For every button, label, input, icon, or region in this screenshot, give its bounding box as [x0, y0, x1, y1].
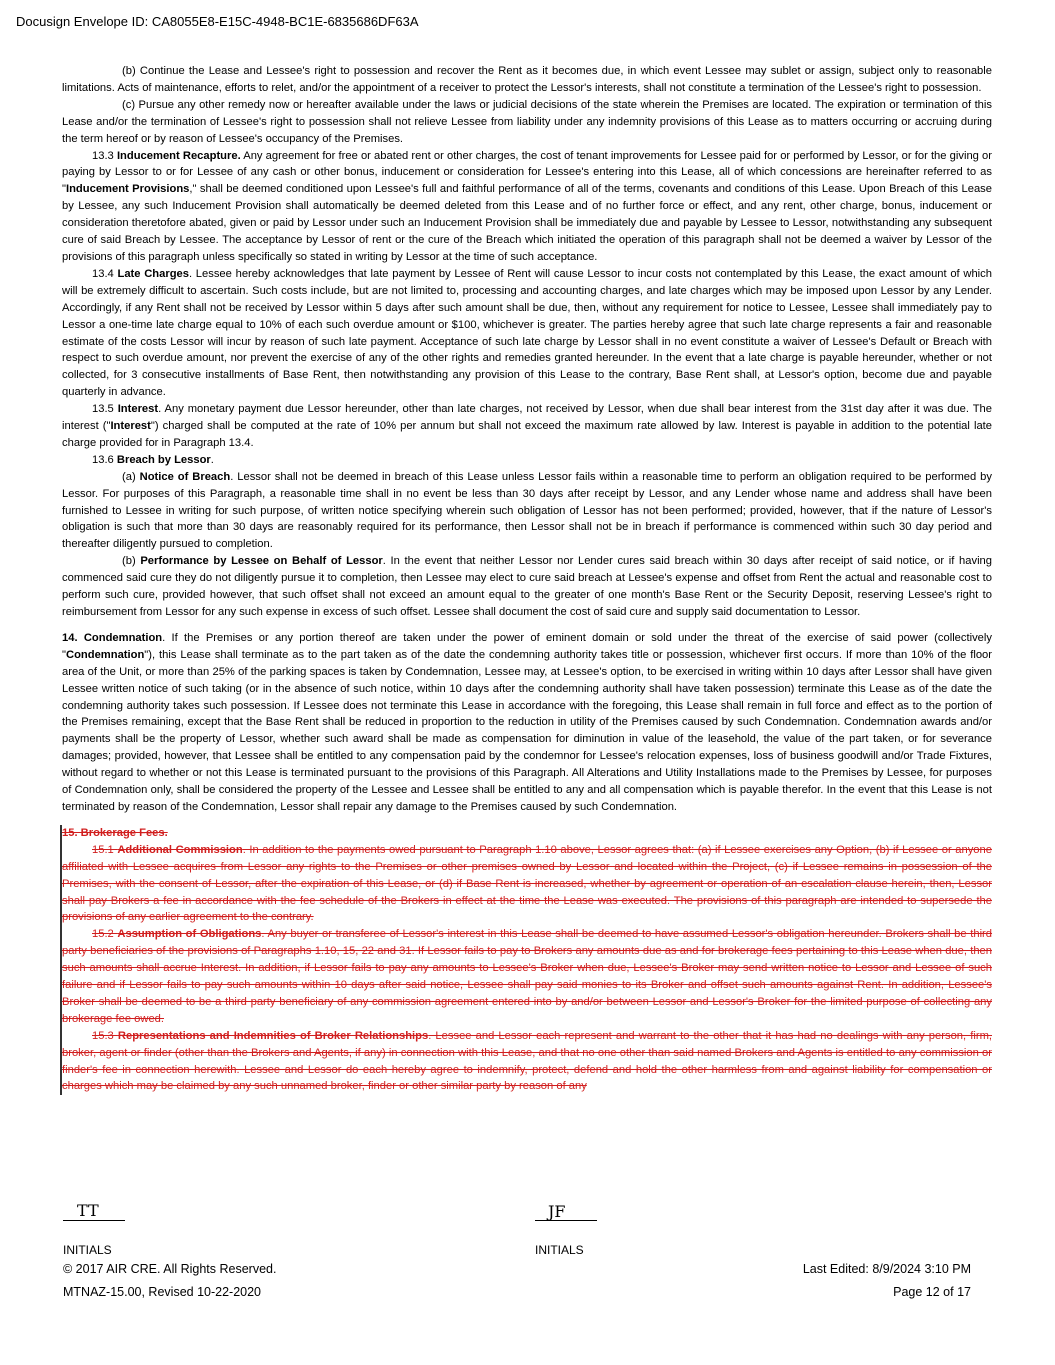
paragraph-15-2: 15.2 Assumption of Obligations. Any buyer or transferee of Lessor's interest in this Lease shall be deemed to have assumed Lessor's obligation hereunder. Brokers shall be third party beneficiaries of the provisions of Paragraphs 1.10, 15, 22 and 31. If Lessor fails to pay to Brokers any amounts due as and for brokerage fees pertaining to this Lease when due, then such amounts shall accrue Interest. In addition, if Lessor fails to pay any amounts to Lessee's Broker when due, Lessee's Broker may send written notice to Lessor and Lessee of such failure and if Lessor fails to pay such amounts within 10 days after said notice, Lessee shall pay said monies to its Broker and offset such amounts against Rent. In addition, Lessee's Broker shall be deemed to be a third party beneficiary of any commission agreement entered into by and/or between Lessor and Lessor's Broker for the limited purpose of collecting any brokerage fee owed. — [62, 928, 993, 1025]
heading-breach-by-lessor: Breach by Lessor — [116, 453, 211, 466]
heading-condemnation: Condemnation — [83, 631, 163, 644]
initials-label-left: INITIALS — [63, 1243, 112, 1257]
paragraph-13-4: 13.4 Late Charges. Lessee hereby acknowledges that late payment by Lessee of Rent will cause Lessor to incur costs not contemplated by this Lease, the exact amount of which will be extremely difficult to ascertain. Such costs include, but are not limited to, processing and accounting charges, and late charges which may be imposed upon Lessor by any Lender. Accordingly, if any Rent shall not be received by Lessor within 5 days after such amount shall be due, then, without any requirement for notice to Lessee, Lessee shall immediately pay to Lessor a one-time late charge equal to 10% of each such overdue amount or $100, whichever is greater. The parties hereby agree that such late charge represents a fair and reasonable estimate of the costs Lessor will incur by reason of such late payment. Acceptance of such late charge by Lessor shall in no event constitute a waiver of Lessee's Default or Breach with respect to such overdue amount, nor prevent the exercise of any of the other rights and remedies granted hereunder. In the event that a late charge is payable hereunder, whether or not collected, for 3 consecutive installments of Base Rent, then notwithstanding any provision of this Lease to the contrary, Base Rent shall, at Lessor's option, become due and payable quarterly in advance. — [62, 267, 992, 399]
document-body — [62, 63, 992, 1095]
paragraph-13-2b: (b) Continue the Lease and Lessee's right to possession and recover the Rent as it becomes due, in which event Lessee may sublet or assign, subject only to reasonable limitations. Acts of maintenance, efforts to relet, and/or the appointment of a receiver to protect the Lessor's interests, shall not constitute a termination of the Lessee's right to possession. — [62, 65, 992, 94]
heading-notice-of-breach: Notice of Breach — [139, 470, 231, 483]
paragraph-13-5: 13.5 Interest. Any monetary payment due Lessor hereunder, other than late charges, not received by Lessor, when due shall bear interest from the 31st day after it was due. The interest ("Interest") charged shall be computed at the rate of 10% per annum but shall not exceed the maximum rate allowed by law. Interest is payable in addition to the potential late charge provided for in Paragraph 13.4. — [62, 403, 992, 449]
paragraph-15-1: 15.1 Additional Commission. In addition to the payments owed pursuant to Paragraph 1.10 above, Lessor agrees that: (a) if Lessee exercises any Option, (b) if Lessee or anyone affiliated with Lessee acquires from Lessor any rights to the Premises or other premises owned by Lessor and located within the Project, (c) if Lessee remains in possession of the Premises, with the consent of Lessor, after the expiration of this Lease, or (d) if Base Rent is increased, whether by agreement or operation of an escalation clause herein, then, Lessor shall pay Brokers a fee in accordance with the fee schedule of the Brokers in effect at the time the Lease was executed. The provisions of this paragraph are intended to supersede the provisions of any earlier agreement to the contrary. — [62, 843, 992, 924]
paragraph-14: 14. Condemnation. If the Premises or any portion thereof are taken under the power of eminent domain or sold under the threat of the exercise of said power (collectively "Condemnation"), this Lease shall terminate as to the part taken as of the date the condemning authority takes title or possession, whichever first occurs. If more than 10% of the floor area of the Unit, or more than 25% of the parking spaces is taken by Condemnation, Lessee may, at Lessee's option, to be exercised in writing within 10 days after Lessor shall have given Lessee written notice of such taking (or in the absence of such notice, within 10 days after the condemning authority shall have taken possession) terminate this Lease as of the date the condemning authority takes such possession. If Lessee does not terminate this Lease in accordance with the foregoing, this Lease shall remain in full force and effect as to the portion of the Premises remaining, except that the Base Rent shall be reduced in proportion to the reduction in utility of the Premises caused by such Condemnation. Condemnation awards and/or payments shall be the property of Lessor, whether such award shall be made as compensation for diminution in value of the leasehold, the value of the part taken, or for severance damages; provided, however, that Lessee shall be entitled to any compensation paid by the condemnor for Lessee's relocation expenses, loss of business goodwill and/or Trade Fixtures, without regard to whether or not this Lease is terminated pursuant to the provisions of this Paragraph. All Alterations and Utility Installations made to the Premises by Lessee, for purposes of Condemnation only, shall be considered the property of the Lessee and Lessee shall be entitled to any and all compensation which is payable therefor. In the event that this Lease is not terminated by reason of the Condemnation, Lessor shall repair any damage to the Premises caused by such Condemnation. — [62, 631, 992, 813]
last-edited: Last Edited: 8/9/2024 3:10 PM — [802, 1262, 971, 1276]
page-number: Page 12 of 17 — [893, 1285, 971, 1299]
initials-signature-right: JF — [548, 1202, 566, 1221]
initials-label-right: INITIALS — [535, 1243, 584, 1257]
paragraph-13-2c: (c) Pursue any other remedy now or hereafter available under the laws or judicial decisions of the state wherein the Premises are located. The expiration or termination of this Lease and/or the termination of Lessee's right to possession shall not relieve Lessee from liability under any indemnity provisions of this Lease as to matters occurring or accruing during the term hereof or by reason of Lessee's occupancy of the Premises. — [62, 98, 992, 145]
heading-performance-by-lessee: Performance by Lessee on Behalf of Lessor — [140, 555, 383, 568]
form-id: MTNAZ-15.00, Revised 10-22-2020 — [63, 1285, 262, 1299]
paragraph-15-3: 15.3 Representations and Indemnities of Broker Relationships. Lessee and Lessor each represent and warrant to the other that it has had no dealings with any person, firm, broker, agent or finder (other than the Brokers and Agents, if any) in connection with this Lease, and that no one other than said named Brokers and Agents is entitled to any commission or finder's fee in connection herewith. Lessee and Lessor do each hereby agree to indemnify, protect, defend and hold the other harmless from and against liability for compensation or charges which may be claimed by any such unnamed broker, finder or other similar party by reason of any — [62, 1029, 992, 1093]
paragraph-13-6b: (b) Performance by Lessee on Behalf of Lessor. In the event that neither Lessor nor Lender cures said breach within 30 days after receipt of said notice, or if having commenced said cure they do not diligently pursue it to completion, then Lessee may elect to cure said breach at Lessee's expense and offset from Rent the actual and reasonable cost to perform such cure, provided however, that such offset shall not exceed an amount equal to the greater of one month's Base Rent or the Security Deposit, reserving Lessee's right to reimbursement from Lessor for any such expense in excess of such offset. Lessee shall document the cost of said cure and supply said documentation to Lessor. — [62, 555, 993, 618]
initials-box-right[interactable] — [535, 1204, 597, 1221]
envelope-id: Docusign Envelope ID: CA8055E8-E15C-4948-BC1E-6835686DF63A — [16, 14, 419, 29]
initials-signature-left: TT — [77, 1201, 99, 1220]
heading-interest: Interest — [117, 403, 159, 416]
paragraph-13-6a: (a) Notice of Breach. Lessor shall not be deemed in breach of this Lease unless Lessor fails within a reasonable time to perform an obligation required to be performed by Lessor. For purposes of this Paragraph, a reasonable time shall in no event be less than 30 days after receipt by Lessor, and any Lender whose name and address shall have been furnished to Lessee in writing for such purpose, of written notice specifying wherein such obligation of Lessor has not been performed; provided, however, that if the nature of Lessor's obligation is such that more than 30 days are reasonably required for its performance, then Lessor shall not be in breach if performance is commenced within such 30 day period and thereafter diligently pursued to completion. — [62, 470, 992, 551]
paragraph-13-3: 13.3 Inducement Recapture. Any agreement for free or abated rent or other charges, the cost of tenant improvements for Lessee paid for or performed by Lessor, or for the giving or paying by Lessor to or for Lessee of any cash or other bonus, inducement or consideration for Lessee's entering into this Lease, all of which concessions are hereinafter referred to as "Inducement Provisions," shall be deemed conditioned upon Lessee's full and faithful performance of all of the terms, covenants and conditions of this Lease. Upon Breach of this Lease by Lessee, any such Inducement Provision shall automatically be deemed deleted from this Lease and of no further force or effect, and any rent, other charge, bonus, inducement or consideration theretofore abated, given or paid by Lessor under such an Inducement Provision shall be immediately due and payable by Lessee to Lessor, notwithstanding any subsequent cure of said Breach by Lessee. The acceptance by Lessor of rent or the cure of the Breach which initiated the operation of this paragraph shall not be deemed a waiver by Lessor of the provisions of this paragraph unless specifically so stated in writing by Lessor at the time of such acceptance. — [62, 149, 992, 263]
heading-late-charges: Late Charges — [117, 267, 189, 280]
paragraph-13-6: 13.6 Breach by Lessor. — [92, 453, 214, 466]
heading-inducement-recapture: Inducement Recapture. — [116, 149, 241, 162]
copyright: © 2017 AIR CRE. All Rights Reserved. — [63, 1262, 277, 1276]
struck-section-15 — [60, 825, 992, 1096]
heading-brokerage-fees: 15. Brokerage Fees. — [62, 826, 168, 839]
